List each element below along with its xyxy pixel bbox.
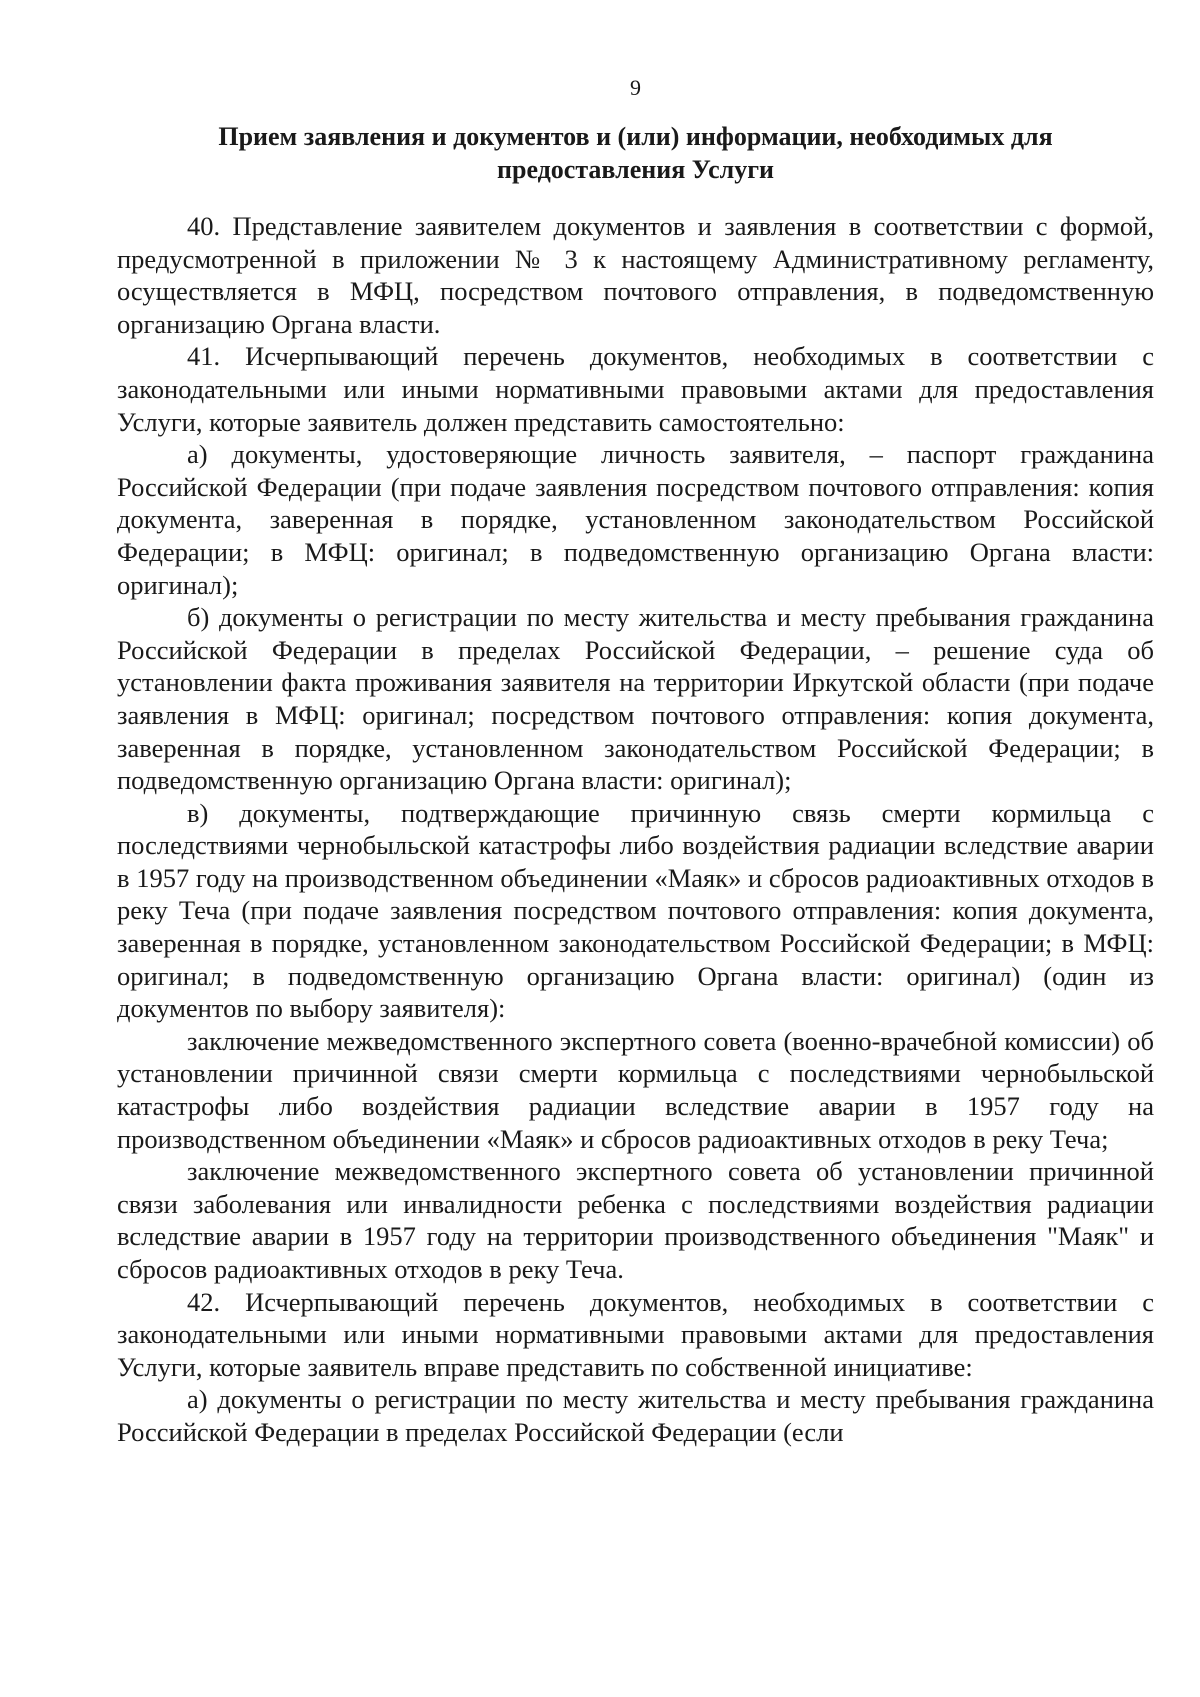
page-number: 9	[630, 75, 641, 100]
paragraph-42-item-a: а) документы о регистрации по месту жительства и месту пребывания гражданина Российской Федерации в пределах Российской Федерации (если	[117, 1384, 1154, 1447]
document-body	[117, 210, 1154, 1449]
paragraph-41: 41. Исчерпывающий перечень документов, необходимых в соответствии с законодательными или иными нормативными правовыми актами для предоставления Услуги, которые заявитель должен представить самостоятельно:	[117, 341, 1154, 437]
paragraph-40: 40. Представление заявителем документов и заявления в соответствии с формой, предусмотренной в приложении № 3 к настоящему Административному регламенту, осуществляется в МФЦ, посредством почтового отправления, в подведомственную организацию Органа власти.	[117, 211, 1154, 339]
section-heading	[117, 120, 1154, 186]
paragraph-42: 42. Исчерпывающий перечень документов, необходимых в соответствии с законодательными или иными нормативными правовыми актами для предоставления Услуги, которые заявитель вправе представить по собственной инициативе:	[117, 1286, 1154, 1382]
paragraph-41-item-v-option-2: заключение межведомственного экспертного совета об установлении причинной связи заболевания или инвалидности ребенка с последствиями воздействия радиации вследствие аварии в 1957 году на территории производственного объединения "Маяк" и сбросов радиоактивных отходов в реку Теча.	[117, 1156, 1154, 1284]
paragraph-41-item-v-option-1: заключение межведомственного экспертного совета (военно-врачебной комиссии) об установлении причинной связи смерти кормильца с последствиями чернобыльской катастрофы либо воздействия радиации вследствие аварии в 1957 году на производственном объединении «Маяк» и сбросов радиоактивных отходов в реку Теча;	[117, 1025, 1154, 1154]
paragraph-41-item-v: в) документы, подтверждающие причинную связь смерти кормильца с последствиями чернобыльской катастрофы либо воздействия радиации вследствие аварии в 1957 году на производственном объединении «Маяк» и сбросов радиоактивных отходов в реку Теча (при подаче заявления посредством почтового отправления: копия документа, заверенная в порядке, установленном законодательством Российской Федерации; в МФЦ: оригинал; в подведомственную организацию Органа власти: оригинал) (один из документов по выбору заявителя):	[117, 797, 1154, 1024]
section-heading-line-1: Прием заявления и документов и (или) информации, необходимых для	[218, 122, 1053, 151]
paragraph-41-item-a: а) документы, удостоверяющие личность заявителя, – паспорт гражданина Российской Федерации (при подаче заявления посредством почтового отправления: копия документа, заверенная в порядке, установленном законодательством Российской Федерации; в МФЦ: оригинал; в подведомственную организацию Органа власти: оригинал);	[117, 439, 1154, 600]
paragraph-41-item-b: б) документы о регистрации по месту жительства и месту пребывания гражданина Российской Федерации в пределах Российской Федерации, – решение суда об установлении факта проживания заявителя на территории Иркутской области (при подаче заявления в МФЦ: оригинал; посредством почтового отправления: копия документа, заверенная в порядке, установленном законодательством Российской Федерации; в подведомственную организацию Органа власти: оригинал);	[117, 602, 1154, 796]
section-heading-line-2: предоставления Услуги	[497, 155, 774, 184]
